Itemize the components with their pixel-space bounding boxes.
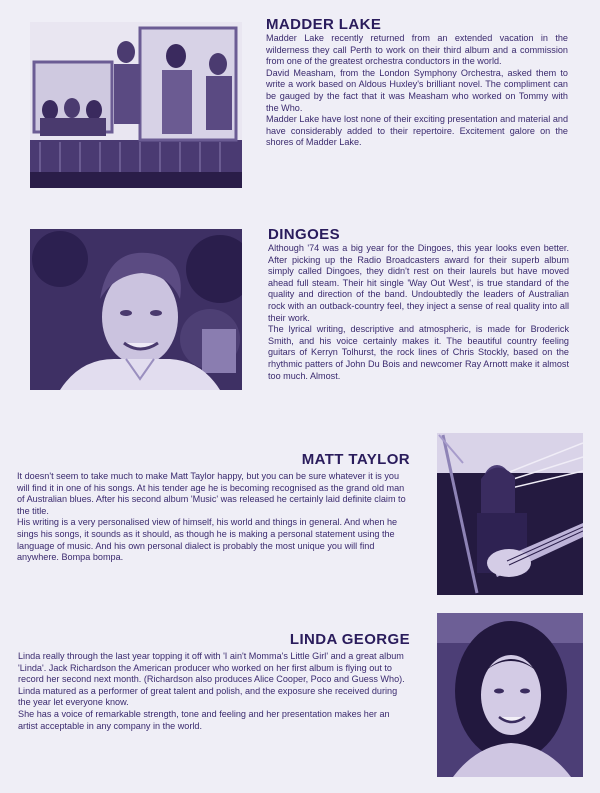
matt-taylor-heading: MATT TAYLOR: [301, 451, 410, 468]
paragraph: The lyrical writing, descriptive and atmospheric, is made for Broderick Smith, and his voice certainly makes it. The beautiful country feeling guitars of Kerryn Tolhurst, the rock lines of Chris Stockly, based on the rhythmic patters of John Du Bois and newcomer Ray Arnott make it almost too much. Almost.: [268, 324, 569, 381]
linda-george-text: [18, 651, 410, 732]
paragraph: She has a voice of remarkable strength, tone and feeling and her presentation makes her an artist acceptable in any company in the world.: [18, 708, 390, 731]
paragraph: His writing is a very personalised view of himself, his world and things in general. And when he sings his songs, it sounds as it should, as though he is making a personal statement using the language of music. And his own personal dialect is probably the most unique you will find anywhere. Bompa bompa.: [17, 517, 398, 563]
dingoes-text: [268, 243, 569, 382]
matt-taylor-photo: [437, 433, 583, 595]
matt-taylor-text: [17, 471, 410, 564]
paragraph: Madder Lake recently returned from an extended vacation in the wilderness they call Perth to work on their third album and a commission from one of the greatest orchestra conductors in the world.: [266, 33, 568, 67]
linda-george-photo: [437, 613, 583, 777]
dingoes-photo: [30, 229, 242, 390]
madder-lake-text: [266, 33, 568, 149]
madder-lake-heading: MADDER LAKE: [266, 16, 382, 33]
paragraph: David Measham, from the London Symphony Orchestra, asked them to write a work based on Aldous Huxley's brilliant novel. The compliment can be gauged by the fact that it was Measham who worked on Tommy with the Who.: [266, 67, 568, 113]
madder-lake-photo: [30, 22, 242, 188]
paragraph: It doesn't seem to take much to make Matt Taylor happy, but you can be sure whatever it is you will find it in one of his songs. At his tender age he is becoming recognised as the grand old man of Australian blues. After his second album 'Music' was released he certainly laid definite claim to the title.: [17, 471, 406, 516]
paragraph: Although '74 was a big year for the Dingoes, this year looks even better. After picking up the Radio Broadcasters award for their superb album simply called Dingoes, they didn't rest on their laurels but have moved ahead full steam. Their hit single 'Way Out West', is true standard of the quality and direction of the band. Undoubtedly the leaders of Australian rock with an outback-country feel, they inject a sense of real quality into all their work.: [268, 243, 569, 323]
linda-george-heading: LINDA GEORGE: [289, 631, 410, 648]
dingoes-heading: DINGOES: [268, 226, 340, 243]
paragraph: Linda really through the last year topping it off with 'I ain't Momma's Little Girl' and a great album 'Linda'. Jack Richardson the American producer who worked on her first album is flying out to record her second next month. (Richardson also produces Alice Cooper, Poco and Guess Who). Linda matured as a performer of great talent and polish, and the exposure she received during the year let everyone know.: [18, 651, 405, 708]
paragraph: Madder Lake have lost none of their exciting presentation and material and have considerably added to their repertoire. Excitement galore on the shores of Madder Lake.: [266, 114, 568, 148]
